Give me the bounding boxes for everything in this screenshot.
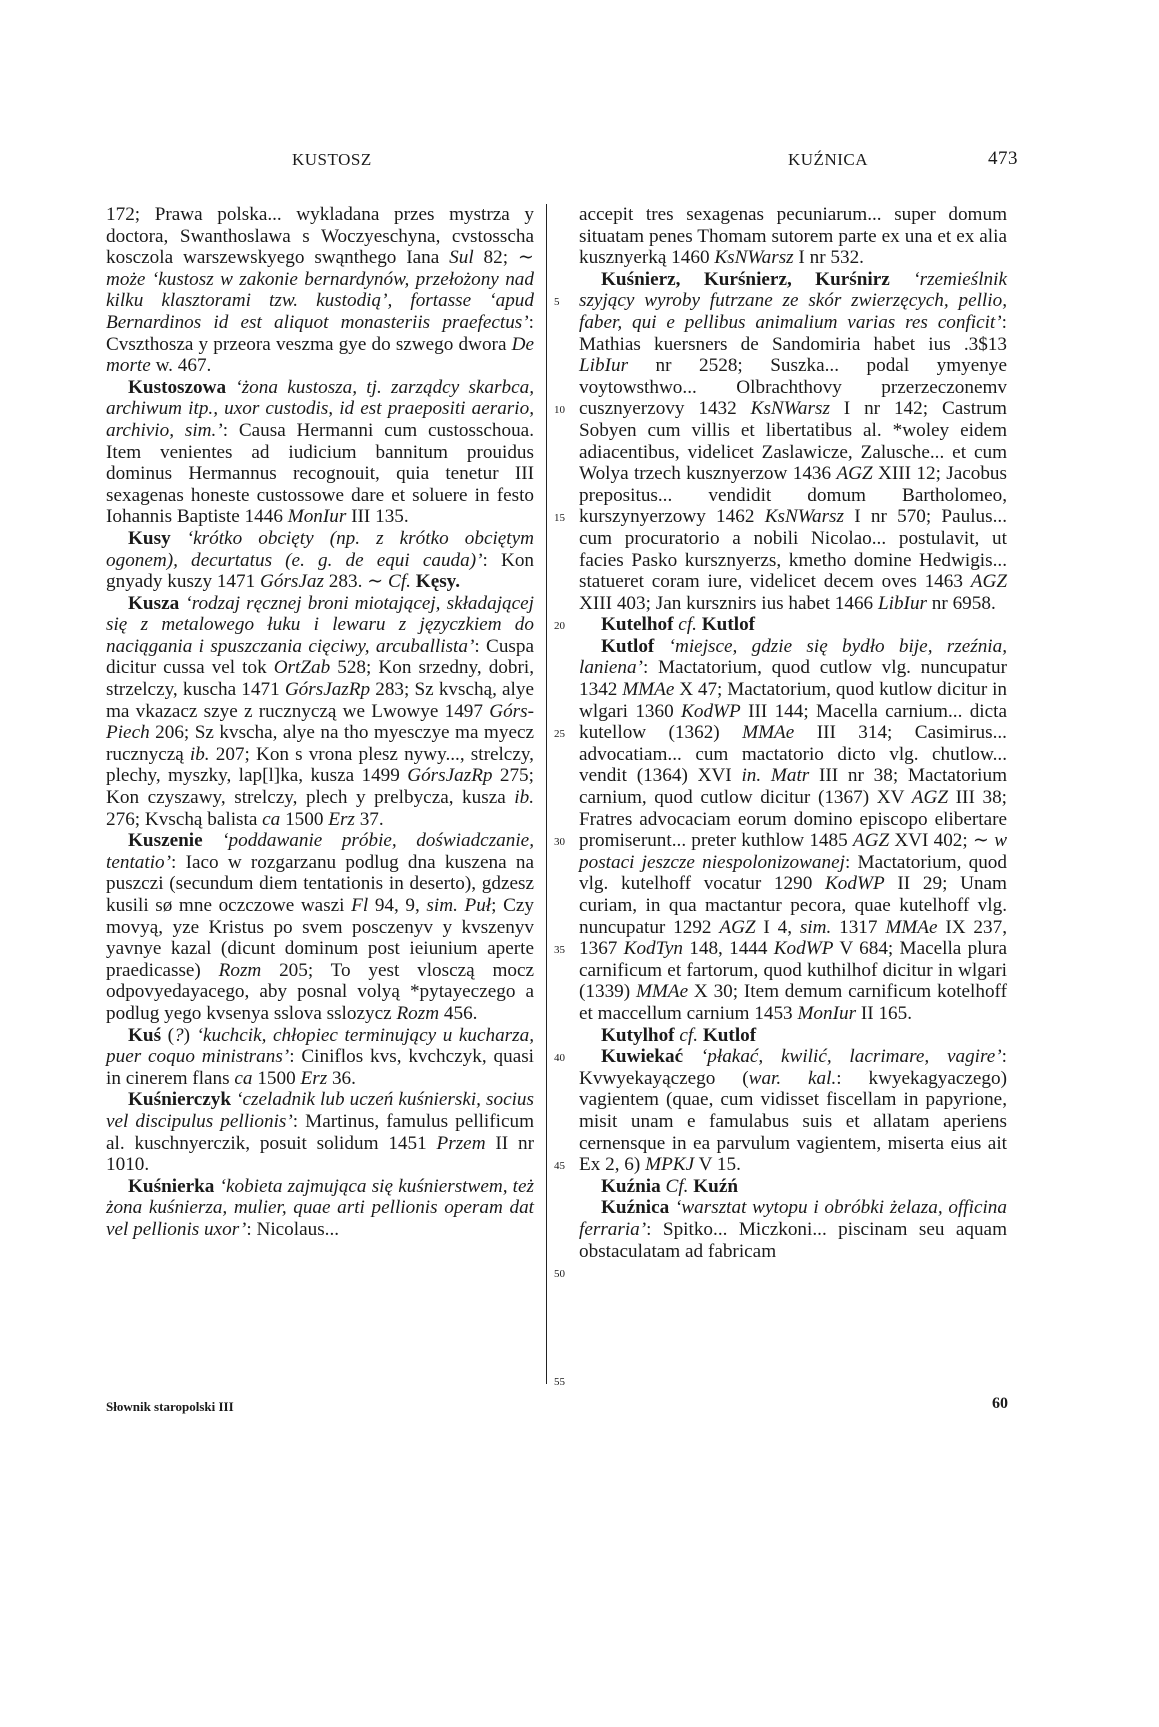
entry-italic-text: ?	[174, 1024, 184, 1046]
entry-italic-text: AGZ	[970, 571, 1007, 593]
entry-italic-text: ca	[234, 1067, 253, 1089]
entry-italic-text: Sul	[449, 247, 474, 269]
line-number: 5	[554, 296, 560, 309]
entry-text: 283. ∼	[323, 571, 389, 593]
entry-text: : Mactatorium, quod cutlow vlg. nuncupatur 1342	[579, 657, 1007, 701]
entry-headword: Kuśnierczyk	[128, 1089, 232, 1111]
entry-italic-text: w postaci jeszcze niespolonizowanej	[579, 830, 1008, 873]
dictionary-entry	[579, 1197, 1007, 1262]
entry-text: 1500	[280, 808, 329, 830]
entry-italic-text: KodWP	[681, 700, 741, 722]
entry-headword: Kuźń	[693, 1175, 739, 1197]
line-number: 40	[554, 1052, 565, 1065]
dictionary-entry	[579, 614, 1007, 636]
entry-headword: Kutlof	[601, 635, 655, 657]
entry-italic-text: LibIur	[877, 592, 927, 614]
entry-headword: Kutelhof	[601, 614, 674, 636]
entry-italic-text: MonIur	[287, 506, 347, 528]
footer-sheet-number: 60	[992, 1395, 1008, 1412]
entry-italic-text: ‘płakać, kwilić, lacrimare, vagire’	[700, 1046, 1002, 1068]
entry-text: : Kon gnyady kuszy 1471	[106, 549, 534, 593]
dictionary-entry	[579, 269, 1007, 615]
line-number: 10	[554, 404, 565, 417]
entry-italic-text: war. kal.	[748, 1067, 837, 1089]
dictionary-entry	[579, 1025, 1007, 1047]
entry-text: : Nicolaus...	[246, 1218, 340, 1240]
entry-italic-text: GórsJazRp	[284, 679, 371, 701]
entry-italic-text: KodTyn	[623, 938, 683, 960]
entry-text: III 135.	[346, 506, 409, 528]
entry-text: III 314; Casimirus... advocatiam... cum mactatorio dicto vlg. chutlow... vendit (1364) XVI	[579, 722, 1007, 787]
entry-text: I nr 570; Paulus... cum procuratorio a nobili Nicolao... postulavit, ut facies Pasko kursznyerzs, kmetho domine Hedwigis... statueret coram iure, videlicet decem oves 1463	[579, 506, 1007, 593]
entry-headword: Kusy	[128, 527, 171, 549]
entry-headword: Kuśnierz, Kurśnierz, Kurśnirz	[601, 268, 890, 290]
entry-italic-text: Cf.	[665, 1175, 689, 1197]
entry-italic-text: ‘krótko obcięty (np. z krótko obciętym ogonem), decurtatus (e. g. de equi cauda)’	[106, 527, 535, 571]
entry-text: I 4,	[755, 916, 800, 938]
entry-text: II 29; Unam curiam, in qua mactantur pecora, quae kutelhoff vlg. nuncupatur 1292	[579, 873, 1007, 938]
entry-italic-text: GórsJaz	[260, 571, 324, 593]
entry-text: 283; Sz kvschą, alye ma vkazacz szye z rucznyczą we Lwowye 1497	[106, 679, 534, 722]
entry-italic-text: MonIur	[797, 1002, 857, 1024]
entry-text	[890, 269, 913, 290]
entry-headword: Kustoszowa	[128, 376, 227, 398]
entry-text: nr 6958.	[927, 592, 996, 614]
entry-italic-text: ‘kuchcik, chłopiec terminujący u kucharza, puer coquo ministrans’	[106, 1024, 535, 1068]
entry-text: 82; ∼	[473, 247, 534, 269]
entry-italic-text: OrtZab	[273, 657, 331, 679]
entry-italic-text: Górs-Piech	[106, 700, 534, 744]
entry-text: X 47; Mactatorium, quod kutlow dicitur in wlgari 1360	[579, 679, 1008, 722]
entry-italic-text: ca	[262, 808, 281, 830]
entry-text: V 684; Macella plura carnificum et fartorum, quod kuthilhof dicitur in wlgari (1339)	[579, 938, 1007, 1003]
entry-italic-text: Fl	[351, 895, 369, 916]
entry-italic-text: Przem	[436, 1132, 486, 1154]
entry-headword: Kutlof	[702, 1024, 757, 1046]
entry-headword: Kutlof	[701, 614, 756, 636]
entry-headword: Kuszenie	[128, 830, 203, 852]
entry-text: : Martinus, famulus pellificum al. kuschnyerczik, posuit solidum 1451	[106, 1110, 534, 1154]
entry-text: XIII 403; Jan kursznirs ius habet 1466	[579, 592, 878, 614]
entry-text: 275; Kon czyszawy, strelczy, plech y prelbycza, kusza	[106, 765, 534, 809]
entry-italic-text: ‘żona kustosza, tj. zarządcy skarbca, archiwum itp., uxor custodis, id est praepositi aerario, archivio, sim.’	[106, 376, 534, 441]
entry-text: 205; To yest vlosczą mocz odpovyedayacego, aby posnal volyą *pytayeczego a podlug yego kvsenya sslova sslozycz	[106, 959, 534, 1024]
entry-italic-text: MPKJ	[645, 1154, 695, 1176]
dictionary-entry	[579, 1046, 1007, 1176]
line-number: 45	[554, 1160, 565, 1173]
entry-italic-text: ‘kobieta zajmująca się kuśnierstwem, też żona kuśnierza, mulier, quae arti pellionis operam dat vel pellionis uxor’	[106, 1175, 534, 1240]
entry-text: : Cuspa dicitur cussa vel tok	[106, 635, 534, 679]
entry-italic-text: AGZ	[719, 916, 756, 938]
footer-signature: Słownik staropolski III	[106, 1399, 234, 1414]
entry-text: : kwyekagyaczego) vagientem (quae, cum vidisset fiscellam in papyrione, misit unam e famulabus suis et allatam aperiens cernensque in ea parvulum vagientem, miserta eius ait Ex 2, 6)	[579, 1067, 1007, 1176]
dictionary-entry	[579, 636, 1007, 1025]
entry-text: : Mathias kuersners de Sandomiria habet ius .3$13	[579, 311, 1007, 355]
entry-headword: Kuwiekać	[601, 1046, 684, 1068]
entry-italic-text: ‘warsztat wytopu i obróbki żelaza, officina ferraria’	[579, 1197, 1007, 1240]
entry-text: : Mactatorium, quod vlg. kutelhoff vocatur 1290	[579, 851, 1007, 895]
entry-headword: Kuźnia	[601, 1175, 661, 1197]
entry-italic-text: sim. Puł	[426, 895, 492, 916]
dictionary-entry	[106, 593, 534, 831]
entry-text: V 15.	[694, 1154, 741, 1176]
entry-italic-text: LibIur	[579, 355, 629, 377]
entry-italic-text: AGZ	[911, 787, 949, 809]
entry-headword: Kęsy.	[415, 571, 461, 593]
entry-italic-text: AGZ	[836, 463, 873, 485]
dictionary-entry	[106, 528, 534, 593]
left-column	[106, 204, 534, 1241]
entry-text: (	[161, 1024, 175, 1046]
entry-text: II 165.	[856, 1002, 913, 1024]
entry-text: IX 237, 1367	[579, 916, 1008, 960]
entry-text: accepit tres sexagenas pecuniarum... super domum situatam penes Thomam sutorem parte ex una et ex alia kusznyerką 1460	[579, 204, 1007, 269]
dictionary-entry	[106, 1176, 534, 1241]
entry-text: III 144; Macella carnium... dicta kutellow (1362)	[579, 700, 1007, 744]
line-number: 15	[554, 512, 565, 525]
entry-text	[683, 1046, 701, 1067]
line-number: 30	[554, 836, 565, 849]
entry-italic-text: KsNWarsz	[750, 398, 830, 420]
entry-text: III 38; Fratres advocaciam eorum domino episcopo elibertare promiserunt... preter kuthlow 1485	[579, 787, 1007, 852]
entry-text: 528; Kon srzedny, dobri, strzelczy, kuscha 1471	[106, 657, 534, 701]
line-number: 50	[554, 1268, 565, 1281]
running-head-left: KUSTOSZ	[292, 150, 372, 169]
entry-text	[654, 636, 668, 657]
entry-italic-text: KodWP	[773, 938, 834, 960]
entry-text: ; Czy movyą, yze Kristus po svem posczenyv y kvszenyv yavnye kazal (dicunt dominum post ieiunium aperte praedicasse)	[106, 895, 534, 981]
entry-text: 456.	[439, 1002, 478, 1024]
entry-italic-text: Erz	[328, 808, 355, 830]
entry-italic-text: Cf.	[388, 571, 411, 593]
entry-italic-text: MMAe	[885, 916, 938, 938]
entry-text: 94, 9,	[368, 895, 427, 916]
entry-text: 36.	[327, 1067, 356, 1089]
page-number: 473	[988, 148, 1018, 169]
entry-italic-text: AGZ	[852, 830, 890, 852]
entry-italic-text: MMAe	[622, 679, 675, 701]
dictionary-entry	[106, 1025, 534, 1090]
entry-text: : Spitko... Miczkoni... piscinam seu aquam obstaculatam ad fabricam	[579, 1218, 1007, 1262]
entry-italic-text: cf.	[678, 614, 697, 636]
entry-italic-text: KsNWarsz	[764, 506, 844, 528]
entry-text: 1500	[252, 1067, 301, 1089]
entry-text: 276; Kvschą balista	[106, 808, 263, 830]
entry-text: : Iaco w rozgarzanu podlug dna kuszena na puszczi (secundum diem tentationis in deserto), gdzesz kusili sø mne oczczowe waszi	[106, 851, 534, 916]
entry-text: : Ciniflos kvs, kvchczyk, quasi in cinerem flans	[106, 1046, 535, 1089]
entry-italic-text: Erz	[300, 1067, 328, 1089]
entry-italic-text: ib.	[514, 787, 534, 809]
entry-italic-text: Rozm	[396, 1002, 440, 1024]
right-column	[579, 204, 1007, 1262]
entry-text: 37.	[354, 808, 384, 830]
entry-text: 148, 1444	[682, 938, 774, 960]
entry-italic-text: może ‘kustosz w zakonie bernardynów, przełożony nad kilku klasztorami tzw. kustodią’, fortasse ‘apud Bernardinos id est aliquot monasteriis praefectus’	[106, 268, 534, 333]
entry-text: III nr 38; Mactatorium carnium, quod cutlow dicitur (1367) XV	[579, 765, 1008, 809]
entry-text: X 30; Item demum carnificum kotelhoff et maccellum carnium 1453	[579, 981, 1007, 1024]
entry-text: w. 467.	[150, 355, 212, 377]
dictionary-entry	[106, 204, 534, 377]
entry-italic-text: sim.	[799, 916, 832, 938]
entry-italic-text: ‘rodzaj ręcznej broni miotającej, składającej się z metalowego łuku i lewaru z języczkiem do naciągania i spuszczania cięciwy, arcuballista’	[106, 592, 534, 657]
entry-headword: Kuźnica	[601, 1197, 670, 1219]
entry-text: XIII 12; Jacobus prepositus... vendidit domum Bartholomeo, kurszynyerzowy 1462	[579, 463, 1007, 528]
entry-text: 1317	[831, 916, 886, 938]
entry-text	[226, 377, 235, 398]
entry-headword: Kutylhof	[601, 1024, 675, 1046]
entry-italic-text: cf.	[679, 1024, 699, 1046]
entry-italic-text: MMAe	[742, 722, 795, 744]
dictionary-entry	[579, 1176, 1007, 1198]
entry-text: 206; Sz kvscha, alye na tho myesczye ma myecz rucznyczą	[106, 722, 534, 765]
entry-headword: Kuśnierka	[128, 1175, 215, 1197]
entry-text: II nr 1010.	[106, 1132, 534, 1176]
entry-italic-text: Rozm	[218, 959, 262, 981]
line-number: 20	[554, 620, 565, 633]
entry-text: )	[183, 1024, 197, 1046]
entry-text: : Causa Hermanni cum custosschoua. Item venientes ad iudicium bannitum prouidus dominus Hermannus recognouit, quia tenetur III sexagenas honeste custossowe dare et soluere in festo Iohannis Baptiste 1446	[106, 419, 534, 528]
entry-headword: Kuś	[128, 1024, 162, 1046]
entry-text: XVI 402; ∼	[889, 830, 995, 852]
entry-italic-text: ib.	[189, 743, 210, 765]
entry-text: 207; Kon s vrona plesz nywy..., strelczy, plechy, myszky, lap[l]ka, kusza 1499	[106, 743, 534, 787]
column-divider	[546, 204, 547, 1384]
entry-text	[203, 830, 223, 851]
entry-italic-text: ‘czeladnik lub uczeń kuśnierski, socius vel discipulus pellionis’	[106, 1089, 534, 1132]
entry-text: : Kvwyekayączego (	[579, 1046, 1008, 1089]
entry-italic-text: MMAe	[635, 981, 689, 1003]
entry-italic-text: De morte	[106, 333, 534, 377]
entry-text: 172; Prawa polska... wykladana przes mystrza y doctora, Swanthoslawa s Woczyeschyna, cvstosscha kosczola warszewskyego swąnthego Iana	[106, 204, 534, 269]
line-number: 25	[554, 728, 565, 741]
entry-text: : Cvszthosza y przeora veszma gye do szwego dwora	[106, 311, 534, 355]
dictionary-entry	[106, 830, 534, 1024]
line-number: 35	[554, 944, 565, 957]
entry-text: I nr 142; Castrum Sobyen cum villis et libertatibus al. *woley eidem adiacentibus, videlicet Zaslawicze, Zalusche... et cum Wolya trzech kusznyerzow 1436	[579, 398, 1007, 485]
entry-headword: Kusza	[128, 592, 180, 614]
entry-italic-text: ‘poddawanie próbie, doświadczanie, tentatio’	[106, 830, 534, 873]
entry-italic-text: ‘rzemieślnik szyjący wyroby futrzane ze skór zwierzęcych, pellio, faber, qui e pellibus animalium varias res conficit’	[579, 268, 1008, 333]
line-number: 55	[554, 1376, 565, 1389]
entry-italic-text: GórsJazRp	[407, 765, 493, 787]
dictionary-entry	[106, 1089, 534, 1175]
dictionary-entry	[106, 377, 534, 528]
dictionary-entry	[579, 204, 1007, 269]
entry-italic-text: KsNWarsz	[714, 247, 794, 269]
running-head-right: KUŹNICA	[788, 150, 868, 169]
entry-text: nr 2528; Suszka... podal ymyenye voytowsthwo... Olbrachthovy przerzeczonemv cusznyerzovy 1432	[579, 355, 1007, 420]
entry-italic-text: ‘miejsce, gdzie się bydło bije, rzeźnia, laniena’	[579, 635, 1008, 679]
entry-italic-text: KodWP	[825, 873, 885, 895]
entry-text: I nr 532.	[793, 247, 864, 269]
entry-italic-text: in. Matr	[741, 765, 810, 787]
entry-text	[171, 528, 187, 549]
